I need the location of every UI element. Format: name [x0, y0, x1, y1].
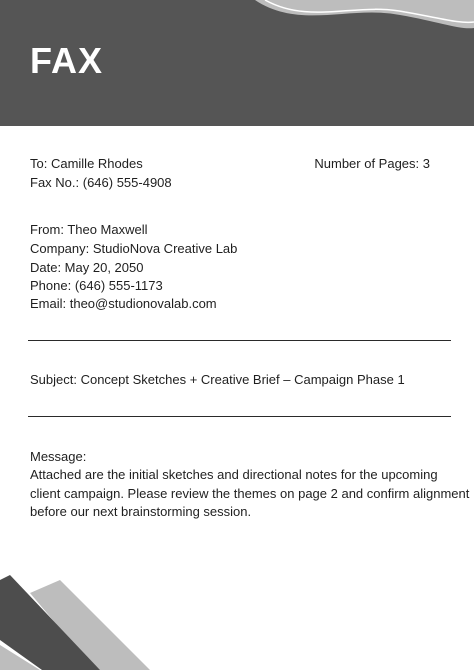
message-line: client campaign. Please review the themes on page 2 and confirm alignment	[30, 485, 470, 501]
message-line: before our next brainstorming session.	[30, 504, 252, 519]
fax-title: FAX	[30, 40, 104, 81]
message-label: Message:	[30, 449, 87, 464]
sender-email: Email: theo@studionovalab.com	[30, 296, 217, 311]
divider-top	[28, 340, 451, 341]
recipient-to: To: Camille Rhodes	[30, 156, 143, 171]
fax-header	[0, 0, 474, 126]
subject-line: Subject: Concept Sketches + Creative Brief – Campaign Phase 1	[30, 372, 405, 387]
message-line: Attached are the initial sketches and directional notes for the upcoming	[30, 467, 438, 482]
sender-date: Date: May 20, 2050	[30, 260, 144, 275]
corner-decoration	[0, 575, 160, 670]
sender-phone: Phone: (646) 555-1173	[30, 278, 163, 293]
recipient-fax-number: Fax No.: (646) 555-4908	[30, 175, 172, 190]
number-of-pages: Number of Pages: 3	[314, 156, 430, 171]
divider-bottom	[28, 416, 451, 417]
sender-company: Company: StudioNova Creative Lab	[30, 241, 238, 256]
message-body	[30, 466, 470, 522]
sender-from: From: Theo Maxwell	[30, 222, 148, 237]
